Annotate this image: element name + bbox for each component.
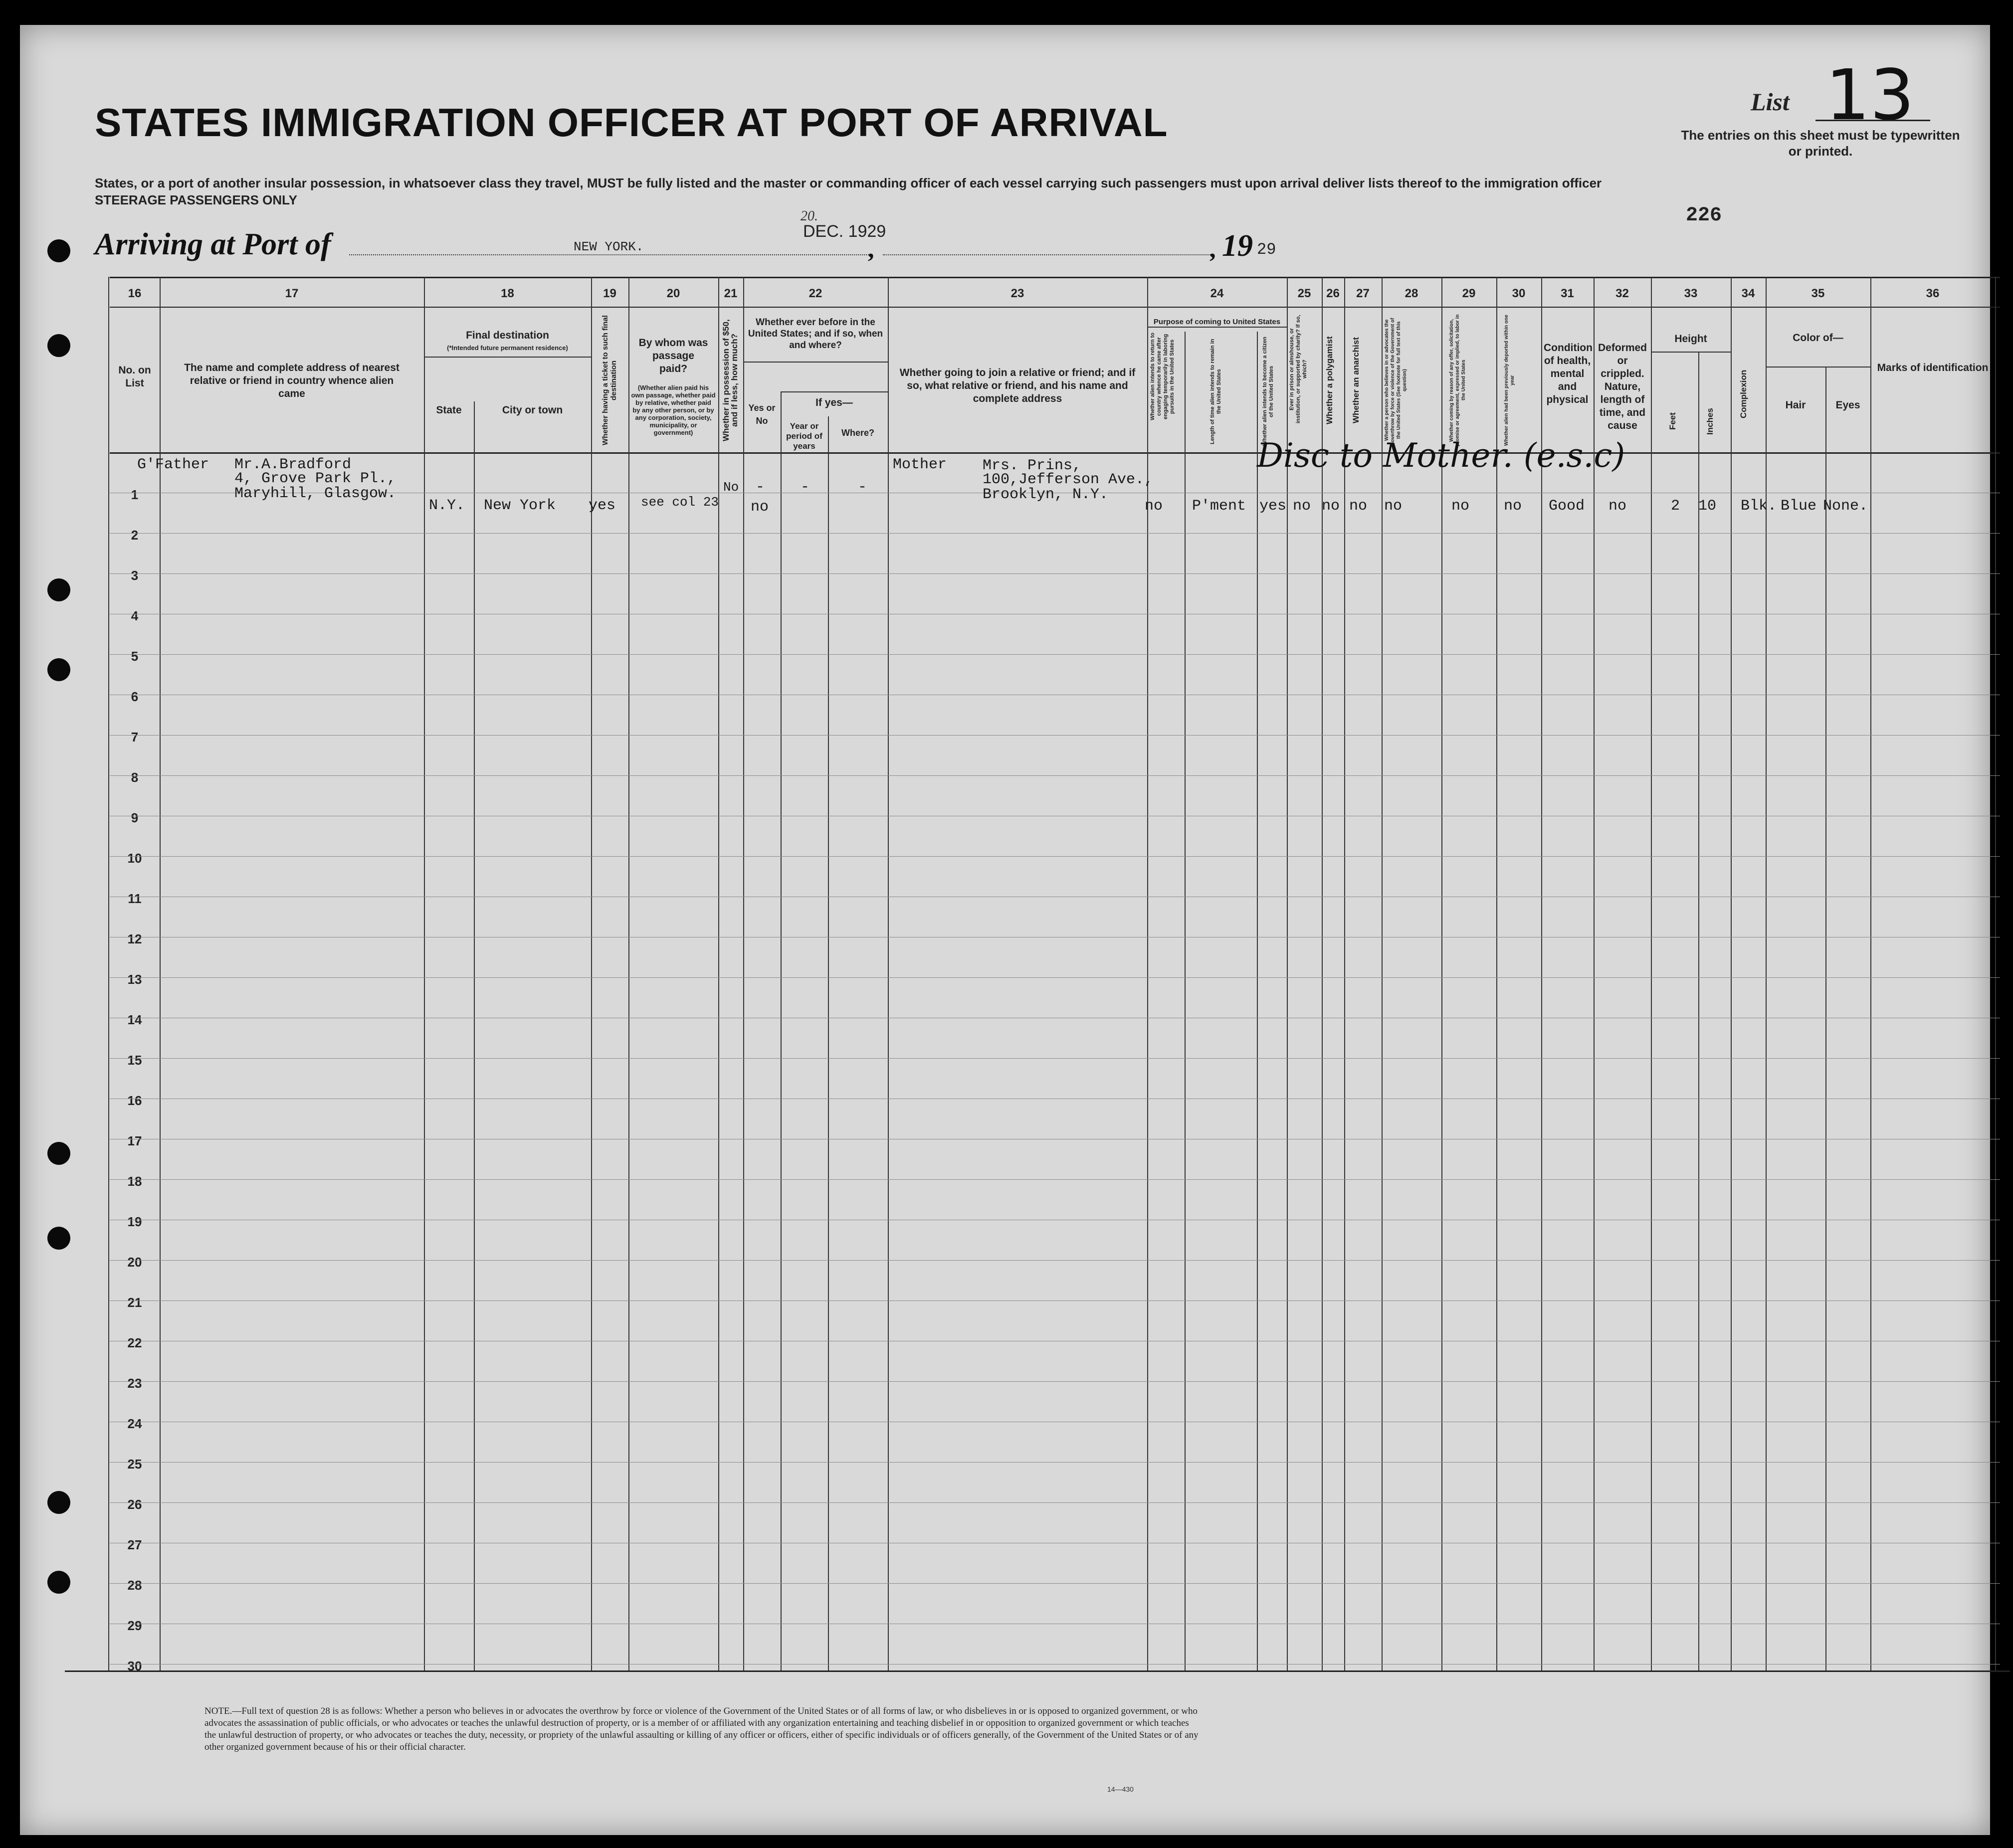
header-city: City or town [502,404,563,416]
col-line [474,401,475,1670]
entry-inches: 10 [1698,498,1717,515]
header-final-destination-note: (*Intended future permanent residence) [447,344,568,352]
header-marks: Marks of identification [1877,362,1989,373]
colnum: 30 [1512,287,1526,300]
entry-relative-relation: G'Father [137,456,209,473]
col-line [1594,277,1595,1670]
row-number: 2 [131,528,139,543]
header-hair: Hair [1785,399,1806,411]
header-polygamist: Whether a polygamist [1325,336,1334,424]
manifest-sheet [20,25,1990,1835]
entry-hair: Blk. [1741,498,1777,515]
col-line [160,277,161,1670]
port-underline [349,254,873,255]
header-money: Whether in possession of $50, and if less, how much? [721,319,739,441]
col-line [1382,277,1383,1670]
header-deformed: Deformed or crippled. Nature, length of time, and cause [1598,342,1647,431]
entry-purpose-a: no [1145,498,1163,515]
row-number: 15 [127,1053,142,1068]
punch-hole-icon [47,1227,70,1250]
col-line [424,277,425,1670]
col-line [108,277,109,1670]
colnum: 17 [285,287,299,300]
header-ticket: Whether having a ticket to such final destination [601,315,618,445]
punch-hole-icon [47,1491,70,1514]
header-col30: Whether alien had been previously deported within one year [1504,315,1515,446]
row-number: 12 [127,931,142,946]
col-line [1322,277,1323,1670]
divider [743,362,888,363]
row-number: 20 [127,1255,142,1270]
entry-col28: no [1384,498,1403,515]
divider [1651,352,1731,353]
row-number: 5 [131,649,139,664]
entry-col29: no [1451,498,1470,515]
header-joining-relative: Whether going to join a relative or friend; and if so, what relative or friend, and his name and complete address [899,367,1136,404]
page-title: STATES IMMIGRATION OFFICER AT PORT OF ARRIVAL [95,100,1168,145]
manifest-table [110,277,2000,1673]
col-line [743,277,744,1670]
row-line [110,533,2000,534]
col-line [1257,332,1258,1670]
header-height: Height [1674,333,1707,345]
colnum: 33 [1684,287,1698,300]
row-number: 22 [127,1335,142,1350]
punch-hole-icon [47,1142,70,1165]
header-purpose-b: Length of time alien intends to remain in the United States [1209,339,1222,444]
row-number: 21 [127,1295,142,1310]
port-label: Arriving at Port of [95,227,331,261]
header-prison: Ever in prison or almshouse, or institution, or supported by charity? If so, which? [1289,315,1308,423]
colnum: 22 [808,287,822,300]
row-number: 6 [131,689,139,704]
entry-ever-before-dash: - [756,479,765,496]
row-number: 11 [128,891,142,906]
colnum-line [110,307,2000,308]
entry-col30: no [1504,498,1522,515]
col-line [1825,367,1826,1670]
colnum: 27 [1356,287,1370,300]
colnum: 28 [1405,287,1418,300]
entry-anarchist: no [1349,498,1368,515]
divider [424,357,591,358]
colnum: 32 [1615,287,1629,300]
row-number: 29 [127,1618,142,1633]
punch-hole-icon [47,578,70,601]
row-line [110,1502,2000,1503]
header-inches: Inches [1705,408,1715,435]
date-stamp: DEC. 1929 [803,222,886,241]
header-condition: Condition of health, mental and physical [1544,342,1593,405]
comma: , [1209,235,1216,263]
col-line [1344,277,1345,1670]
col-line [591,277,592,1670]
row-line [110,735,2000,736]
row-number: 3 [131,568,139,583]
row-number: 27 [127,1537,142,1552]
col-line [1287,277,1288,1670]
row-line [110,977,2000,978]
entry-polygamist: no [1322,498,1340,515]
row-number: 4 [131,608,139,623]
header-state: State [436,404,462,416]
year-prefix: 19 [1222,229,1253,263]
table-top-line [110,277,2000,278]
header-relative-address: The name and complete address of nearest relative or friend in country whence alien came [184,362,400,399]
divider [781,391,888,392]
row-number: 10 [127,851,142,866]
row-number: 8 [131,770,139,785]
header-passage-paid: By whom was passage paid? [638,337,708,374]
punch-hole-icon [47,239,70,262]
col-line [1766,277,1767,1670]
list-number: 13 [1825,55,1915,136]
header-col29: Whether coming by reason of any offer, solicitation, promise or agreement, expressed or implied, to labor in the United States [1449,314,1466,446]
row-number: 13 [127,972,142,987]
form-code: 14—430 [1107,1785,1134,1793]
row-number: 19 [127,1214,142,1229]
header-purpose-c: Whether alien intends to become a citizen of the United States [1262,337,1274,446]
colnum: 29 [1462,287,1476,300]
entry-year-dash: - [801,479,810,496]
row-number: 24 [127,1416,142,1431]
colnum: 16 [128,287,142,300]
col-line [1441,277,1442,1670]
entry-join-line3: Brooklyn, N.Y. [983,486,1109,503]
sheet-code: 226 [1686,204,1722,227]
header-no-on-list: No. on List [118,365,151,389]
row-number: 16 [127,1093,142,1108]
year-suffix: 29 [1257,240,1276,259]
row-number: 30 [127,1659,142,1673]
colnum: 24 [1210,287,1224,300]
date-underline [883,254,1212,255]
colnum: 18 [501,287,514,300]
entry-condition: Good [1549,498,1585,515]
header-purpose-a: Whether alien intends to return to country whence he came after engaging temporarily in laboring pursuits in the United States [1150,333,1175,421]
punch-hole-icon [47,658,70,681]
row-line [110,775,2000,776]
divider [1766,367,1870,368]
entry-feet: 2 [1671,498,1680,515]
entry-purpose-b: P'ment [1192,498,1246,515]
col-line [1995,277,1996,1670]
header-eyes: Eyes [1835,399,1860,411]
row-number: 1 [131,487,139,502]
header-bottom-line [110,452,2000,454]
instructions [95,175,1691,208]
colnum: 25 [1297,287,1311,300]
header-year-period: Year or period of years [786,421,822,451]
instructions-line1: States, or a port of another insular possession, in whatsoever class they travel, MUST be fully listed and the master or commanding officer of each vessel carrying such passengers must upon arrival deliver lists thereof to the immigration officer [95,176,1602,190]
col-line [1698,352,1699,1670]
col-line [1185,332,1186,1670]
header-color-of: Color of— [1793,332,1843,344]
header-if-yes: If yes— [815,397,853,408]
row-number: 23 [127,1376,142,1391]
header-yes-or-no: Yes or No [748,403,776,426]
col-line [888,277,889,1670]
port-city: NEW YORK. [574,239,644,254]
entry-state: N.Y. [429,497,465,514]
row-line [110,573,2000,574]
colnum: 31 [1561,287,1574,300]
entry-relative-line3: Maryhill, Glasgow. [234,485,397,502]
col-line [1870,277,1871,1670]
header-col28: Whether a person who believes in or advocates the overthrow by force or violence of the Government of the United States (See footnote for full text of this question) [1384,318,1408,443]
col-line [1541,277,1542,1670]
header-purpose: Purpose of coming to United States [1153,318,1281,326]
punch-hole-icon [47,334,70,357]
colnum: 35 [1811,287,1825,300]
col-line [828,416,829,1670]
entry-city: New York [484,497,556,514]
comma: , [868,235,874,263]
header-complexion: Complexion [1739,370,1748,418]
col-line [781,391,782,1670]
entry-ever-before: no [751,499,769,516]
entry-join-relation: Mother [893,456,947,473]
entry-marks: None. [1823,498,1868,515]
row-number: 26 [127,1497,142,1512]
row-number: 9 [131,810,139,825]
row-line [110,1179,2000,1180]
entry-relative-line2: 4, Grove Park Pl., [234,470,397,487]
entry-money: No [723,480,739,495]
punch-hole-icon [47,1571,70,1594]
entry-purpose-c: yes [1259,498,1287,515]
footnote: NOTE.—Full text of question 28 is as follows: Whether a person who believes in or advocates the overthrow by force or violence of the Government of the United States or of all forms of law, or who disbelieves in or is opposed to organized government, or who advocates the assassination of public officials, or who advocates or teaches the unlawful destruction of property, or is a member of or affiliated with any organization entertaining and teaching disbelief in or opposition to organized government or which teaches the unlawful destruction of property, or who advocates or teaches the duty, necessity, or propriety of the unlawful assaulting or killing of any officer or officers, either of specific individuals or of officers generally, of the Government of the United States or of any other organized government because of his or their official character. [204,1706,1199,1752]
col-line [1496,277,1497,1670]
colnum: 36 [1926,287,1940,300]
instructions-line2: STEERAGE PASSENGERS ONLY [95,192,297,207]
colnum: 20 [666,287,680,300]
colnum: 19 [603,287,616,300]
row-line [110,1300,2000,1301]
header-final-destination: Final destination [466,330,549,341]
row-line [110,1058,2000,1059]
entry-relative-line1: Mr.A.Bradford [234,456,352,473]
list-underline [1815,120,1930,121]
col-line [1731,277,1732,1670]
col-line [718,277,719,1670]
row-number: 17 [127,1133,142,1148]
table-bottom-line [65,1670,2010,1672]
row-number: 7 [131,730,139,744]
row-line [110,1381,2000,1382]
colnum: 34 [1741,287,1755,300]
row-line [110,654,2000,655]
col-line [628,277,629,1670]
row-number: 28 [127,1578,142,1593]
entry-eyes: Blue [1781,498,1817,515]
header-ever-before: Whether ever before in the United States; and if so, when and where? [748,317,883,351]
header-passage-paid-note: (Whether alien paid his own passage, whether paid by relative, whether paid by any other person, or by any corporation, society, municipality, or government) [631,384,716,436]
row-line [110,856,2000,857]
row-line [110,1260,2000,1261]
list-label: List [1751,88,1790,116]
divider [1147,327,1287,328]
row-line [110,1462,2000,1463]
header-feet: Feet [1668,412,1677,430]
row-number: 14 [127,1012,142,1027]
header-anarchist: Whether an anarchist [1351,337,1361,423]
date-correction: 20. [801,208,818,224]
row-line [110,1583,2000,1584]
list-note: The entries on this sheet must be typewritten or printed. [1681,128,1960,159]
entry-ticket: yes [589,497,616,514]
colnum: 21 [724,287,738,300]
col-line [1651,277,1652,1670]
header-where: Where? [841,428,874,438]
entry-join-line1: Mrs. Prins, [983,457,1082,474]
entry-deformed: no [1609,498,1627,515]
handwritten-annotation: Disc to Mother. (e.s.c) [1257,436,1625,475]
entry-where-dash: - [858,479,867,496]
entry-prison: no [1293,498,1311,515]
row-number: 18 [127,1174,142,1189]
entry-join-line2: 100,Jefferson Ave., [983,471,1154,488]
colnum: 23 [1010,287,1024,300]
entry-passage: see col 23 [641,495,719,510]
row-number: 25 [127,1457,142,1472]
colnum: 26 [1326,287,1340,300]
